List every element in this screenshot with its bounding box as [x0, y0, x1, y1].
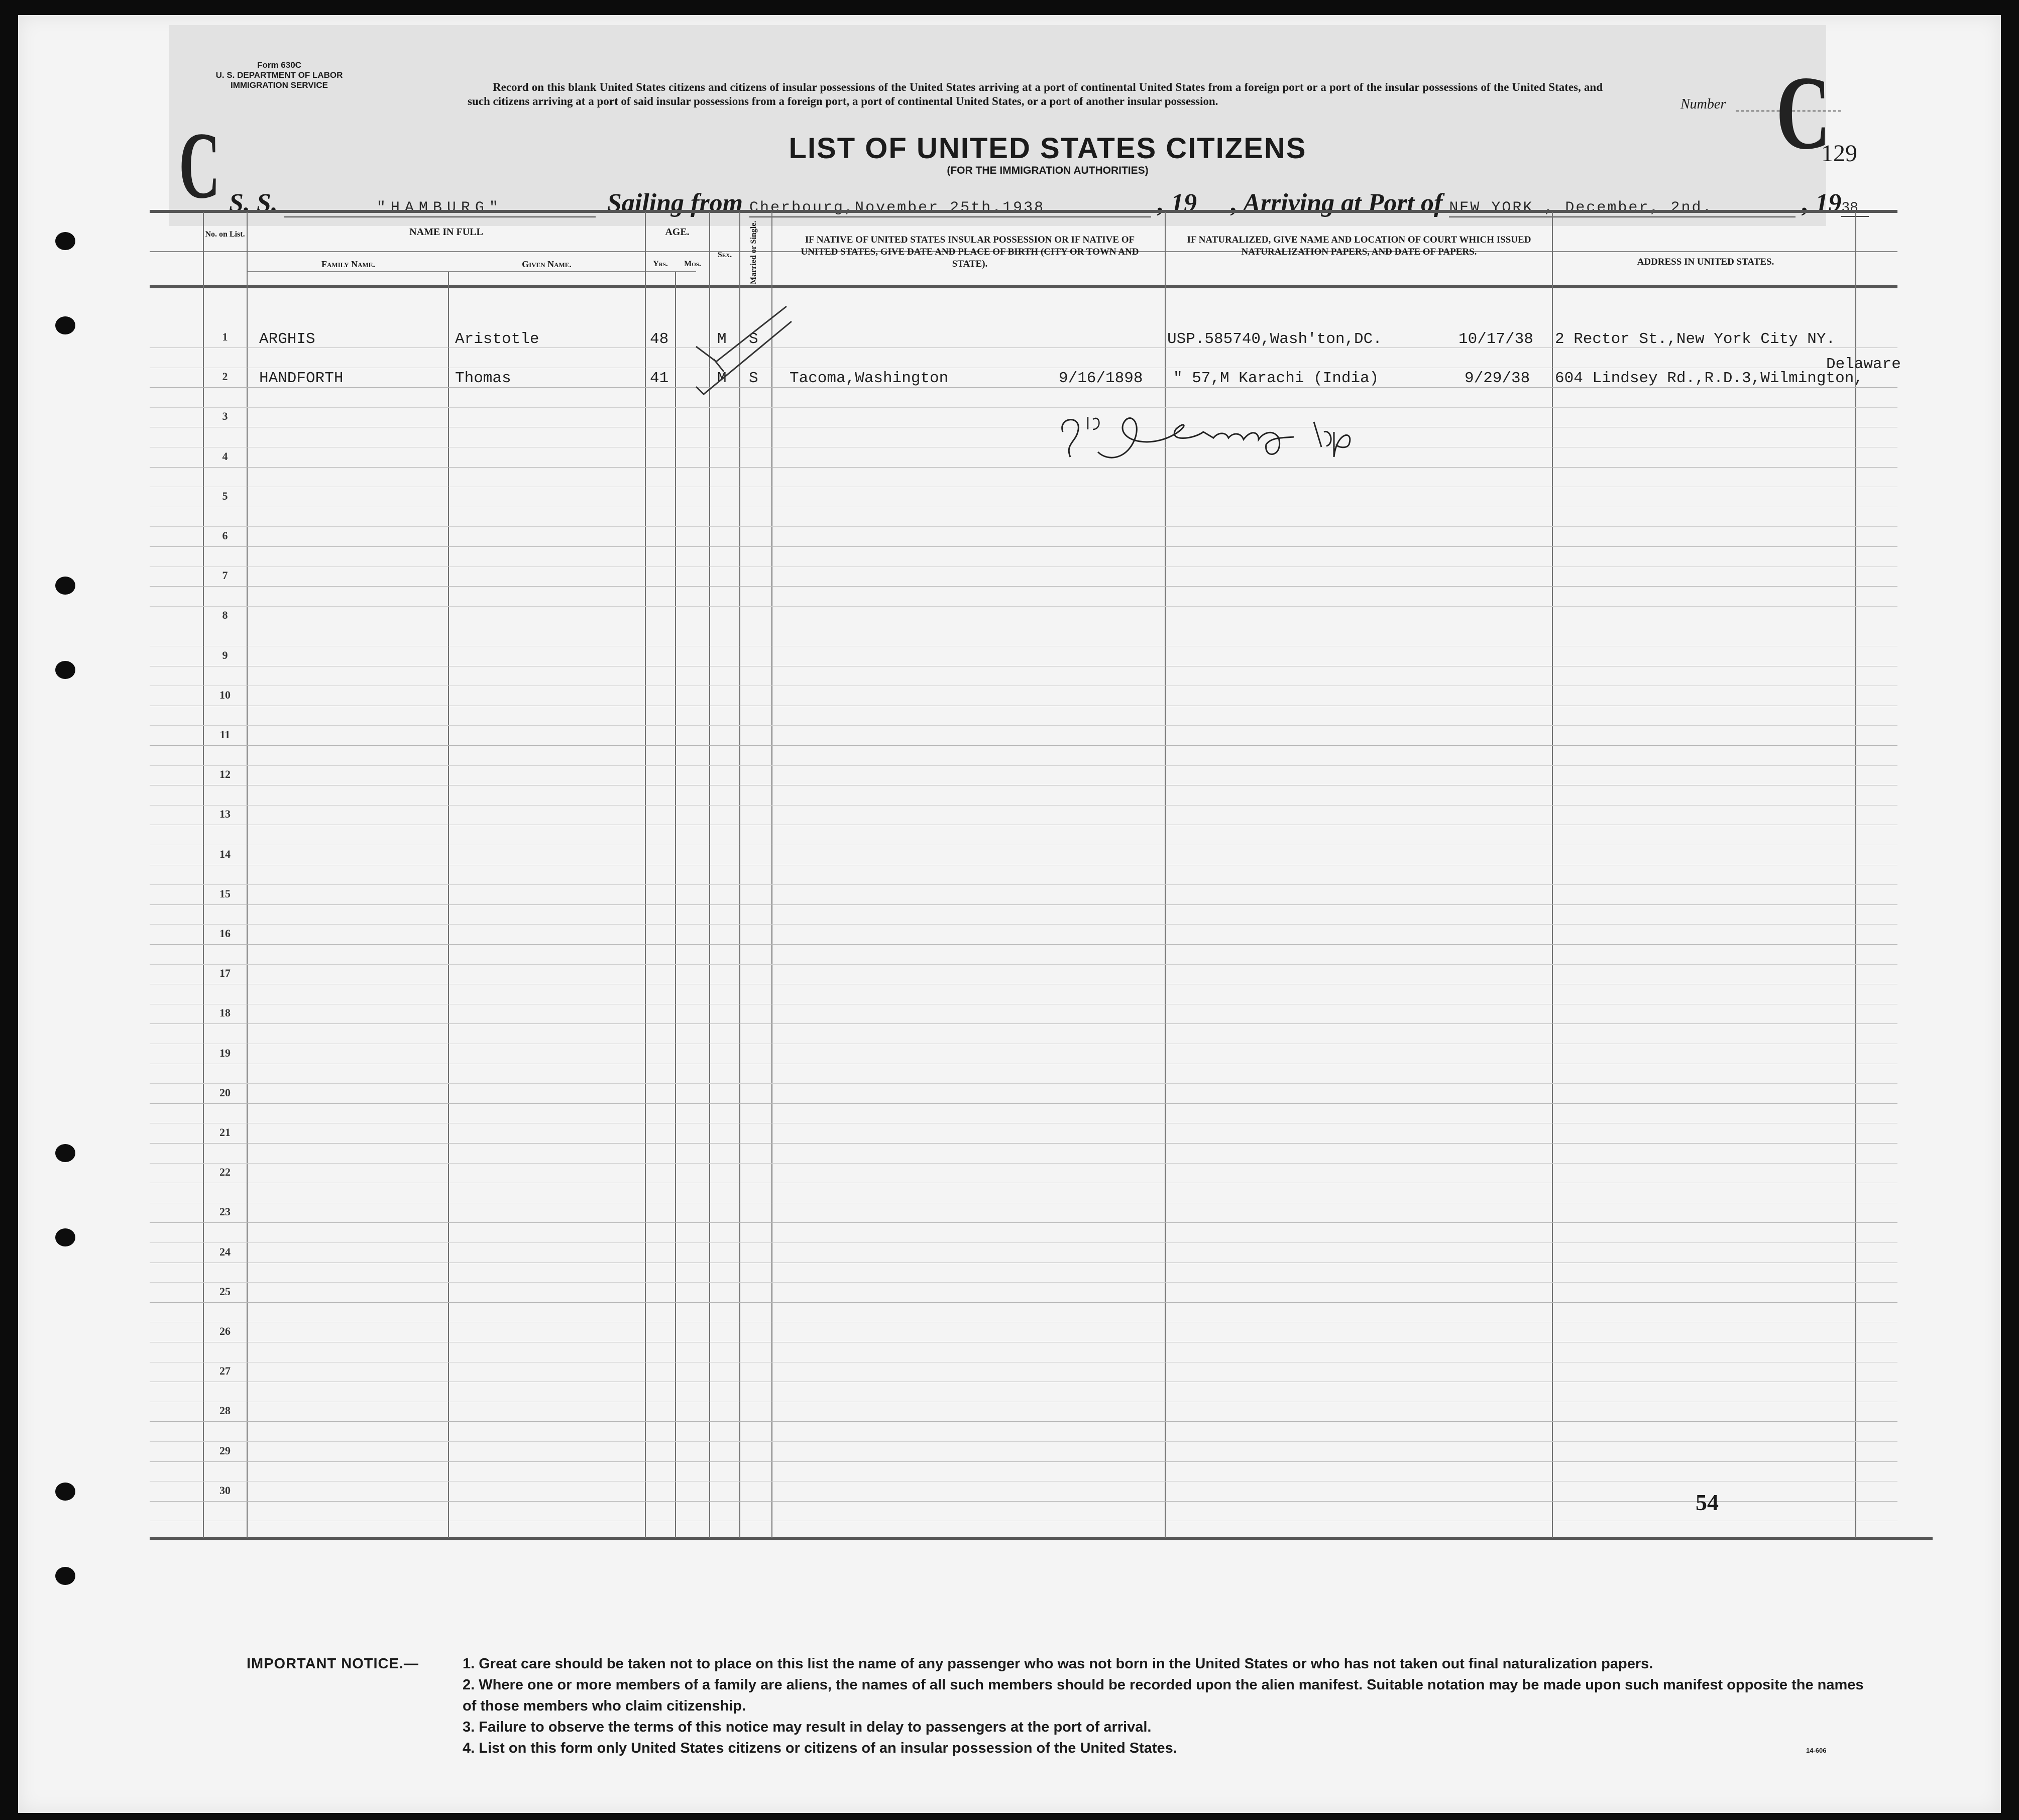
row-feint-rule: [150, 1282, 1897, 1283]
row-number: 27: [219, 1364, 231, 1378]
row-number: 23: [219, 1205, 231, 1218]
row-2-birth-place: Tacoma,Washington: [790, 370, 949, 387]
col-line: [739, 212, 740, 1538]
punch-hole: [55, 1228, 75, 1246]
row-1-address: 2 Rector St.,New York City NY.: [1555, 330, 1836, 348]
row-rule: [150, 904, 1897, 905]
row-number: 21: [219, 1126, 231, 1139]
punch-hole: [55, 1144, 75, 1162]
row-2-family-name: HANDFORTH: [259, 370, 344, 387]
form-code: 14-606: [1806, 1747, 1827, 1754]
row-number: 18: [219, 1006, 231, 1019]
row-feint-rule: [150, 765, 1897, 766]
row-feint-rule: [150, 1083, 1897, 1084]
inspector-signature: [1053, 402, 1394, 467]
row-number: 5: [222, 489, 228, 502]
row-number: 10: [219, 688, 231, 701]
col-age: AGE.: [665, 226, 690, 238]
row-2-address: 604 Lindsey Rd.,R.D.3,Wilmington,: [1555, 370, 1863, 387]
col-line: [645, 212, 646, 1538]
header-bottom-rule: [150, 285, 1897, 288]
row-feint-rule: [150, 924, 1897, 925]
row-rule: [150, 1103, 1897, 1104]
row-number: 24: [219, 1245, 231, 1258]
year-label-1: , 19: [1158, 189, 1197, 217]
check-marks: [686, 296, 802, 402]
row-number: 13: [219, 808, 231, 821]
punch-hole: [55, 1483, 75, 1501]
col-line: [448, 272, 449, 1538]
row-feint-rule: [150, 884, 1897, 885]
row-1-naturalization-date: 10/17/38: [1459, 330, 1533, 348]
row-rule: [150, 1501, 1897, 1502]
punch-hole: [55, 577, 75, 595]
ss-label: S. S.: [229, 189, 278, 217]
row-rule: [150, 1222, 1897, 1223]
col-years: Yrs.: [653, 260, 668, 268]
row-2-birth-date: 9/16/1898: [1059, 370, 1143, 387]
row-feint-rule: [150, 964, 1897, 965]
row-rule: [150, 745, 1897, 746]
row-feint-rule: [150, 1242, 1897, 1243]
ship-name: "HAMBURG": [284, 199, 596, 217]
row-number: 14: [219, 847, 231, 860]
row-feint-rule: [150, 526, 1897, 527]
col-sex: Sex.: [717, 251, 732, 259]
row-2-age-years: 41: [650, 370, 669, 387]
arriving-label: , Arriving at Port of: [1231, 189, 1443, 217]
row-number: 22: [219, 1166, 231, 1179]
row-feint-rule: [150, 1481, 1897, 1482]
punch-hole: [55, 1567, 75, 1585]
row-number: 16: [219, 927, 231, 940]
row-feint-rule: [150, 606, 1897, 607]
row-rule: [150, 546, 1897, 547]
col-line: [1855, 212, 1856, 1538]
col-native-birth: IF NATIVE OF UNITED STATES INSULAR POSSESSION OR IF NATIVE OF UNITED STATES, GIVE DATE AND PLACE OF BIRTH (CITY OR TOWN AND STATE).: [801, 235, 1139, 269]
row-1-status: S: [749, 330, 758, 348]
number-label: Number: [1680, 96, 1726, 112]
row-number: 6: [222, 529, 228, 542]
row-rule: [150, 586, 1897, 587]
col-married-single: Married or Single.: [749, 220, 758, 284]
row-feint-rule: [150, 566, 1897, 567]
form-department: U. S. DEPARTMENT OF LABOR: [215, 70, 343, 80]
check-mark: [714, 359, 724, 372]
arrival-year: 38: [1841, 200, 1869, 217]
col-family-name: Family Name.: [321, 259, 375, 269]
col-line: [203, 212, 204, 1538]
year-label-2: , 19: [1802, 189, 1842, 217]
page-title: LIST OF UNITED STATES CITIZENS: [789, 132, 1307, 165]
col-line: [675, 272, 676, 1538]
manifest-page: [18, 15, 2001, 1813]
notice-item-1: 1. Great care should be taken not to place on this list the name of any passenger who was not born in the United States or who has not taken out final naturalization papers.: [463, 1656, 1653, 1672]
col-given-name: Given Name.: [522, 259, 572, 269]
punch-hole: [55, 661, 75, 679]
row-rule: [150, 387, 1897, 388]
row-number: 28: [219, 1404, 231, 1417]
col-no-on-list: No. on List.: [205, 230, 245, 239]
row-number: 9: [222, 648, 228, 661]
row-number: 30: [219, 1484, 231, 1497]
row-number: 29: [219, 1444, 231, 1457]
row-number: 1: [222, 330, 228, 343]
row-rule: [150, 944, 1897, 945]
row-number: 17: [219, 967, 231, 980]
sailing-from: Cherbourg,November 25th.1938: [749, 199, 1151, 217]
list-letter: C: [1776, 55, 1831, 171]
row-number: 3: [222, 410, 228, 423]
col-line: [1552, 212, 1553, 1538]
row-feint-rule: [150, 725, 1897, 726]
row-rule: [150, 1461, 1897, 1462]
row-2-naturalization: " 57,M Karachi (India): [1173, 370, 1379, 387]
row-2-status: S: [749, 370, 758, 387]
row-1-naturalization: USP.585740,Wash'ton,DC.: [1167, 330, 1382, 348]
row-number: 11: [219, 728, 231, 741]
age-subhead-rule: [646, 271, 696, 272]
header-rule: [150, 210, 1897, 213]
form-service: IMMIGRATION SERVICE: [231, 80, 328, 90]
check-mark: [696, 306, 787, 362]
page-subtitle: (FOR THE IMMIGRATION AUTHORITIES): [947, 165, 1149, 176]
name-subhead-rule: [247, 271, 666, 272]
row-feint-rule: [150, 805, 1897, 806]
row-number: 19: [219, 1046, 231, 1059]
row-number: 7: [222, 569, 228, 582]
form-identifier: [194, 60, 365, 90]
row-feint-rule: [150, 1163, 1897, 1164]
row-number: 26: [219, 1325, 231, 1337]
sailing-label: Sailing from: [607, 189, 743, 217]
margin-letter: C: [179, 113, 220, 218]
notice-item-4: 4. List on this form only United States citizens or citizens of an insular possession of the United States.: [463, 1740, 1177, 1756]
table-bottom-rule: [150, 1537, 1933, 1540]
row-feint-rule: [150, 407, 1897, 408]
voyage-line: [229, 188, 1869, 218]
form-instructions: Record on this blank United States citizens and citizens of insular possessions of the United States arriving at a port of continental United States from a foreign port or a port of the insular possessions of the United States, and such citizens arriving at a port of said insular possessions from a foreign port, a port of continental United States, or a port of another insular possession.: [468, 81, 1603, 107]
arriving-port: NEW YORK , December, 2nd.: [1449, 199, 1796, 217]
col-months: Mos.: [684, 260, 701, 268]
notice-title: IMPORTANT NOTICE.—: [247, 1656, 419, 1672]
punch-hole: [55, 316, 75, 334]
col-line: [771, 212, 772, 1538]
row-1-sex: M: [717, 330, 727, 348]
row-rule: [150, 1302, 1897, 1303]
notice-item-2: 2. Where one or more members of a family are aliens, the names of all such members should be recorded upon the alien manifest. Suitable notation may be made upon such manifest opposite the names of those members who claim citizenship.: [463, 1677, 1864, 1714]
row-number: 20: [219, 1086, 231, 1099]
list-number: 129: [1821, 140, 1857, 167]
row-2-given-name: Thomas: [455, 370, 511, 387]
row-number: 8: [222, 609, 228, 622]
row-number: 2: [222, 370, 228, 383]
row-number: 25: [219, 1285, 231, 1298]
row-1-age-years: 48: [650, 330, 669, 348]
notice-item-3: 3. Failure to observe the terms of this notice may result in delay to passengers at the port of arrival.: [463, 1719, 1152, 1735]
row-2-naturalization-date: 9/29/38: [1465, 370, 1530, 387]
page-stamp-number: 54: [1696, 1490, 1719, 1515]
col-name-in-full: NAME IN FULL: [409, 226, 483, 238]
punch-hole: [55, 232, 75, 250]
col-line: [709, 212, 710, 1538]
row-number: 15: [219, 887, 231, 900]
row-number: 12: [219, 768, 231, 781]
row-rule: [150, 1143, 1897, 1144]
col-naturalized: IF NATURALIZED, GIVE NAME AND LOCATION OF COURT WHICH ISSUED NATURALIZATION PAPERS, AND DATE OF PAPERS.: [1187, 235, 1531, 257]
row-2-address-state: Delaware: [1826, 356, 1901, 373]
row-rule: [150, 1421, 1897, 1422]
col-line: [247, 212, 248, 1538]
row-feint-rule: [150, 1441, 1897, 1442]
row-1-family-name: ARGHIS: [259, 330, 315, 348]
row-rule: [150, 467, 1897, 468]
row-2-sex: M: [717, 370, 727, 387]
row-number: 4: [222, 449, 228, 463]
form-number: Form 630C: [257, 60, 301, 70]
row-1-given-name: Aristotle: [455, 330, 539, 348]
col-address: ADDRESS IN UNITED STATES.: [1637, 257, 1774, 267]
row-rule: [150, 1023, 1897, 1024]
